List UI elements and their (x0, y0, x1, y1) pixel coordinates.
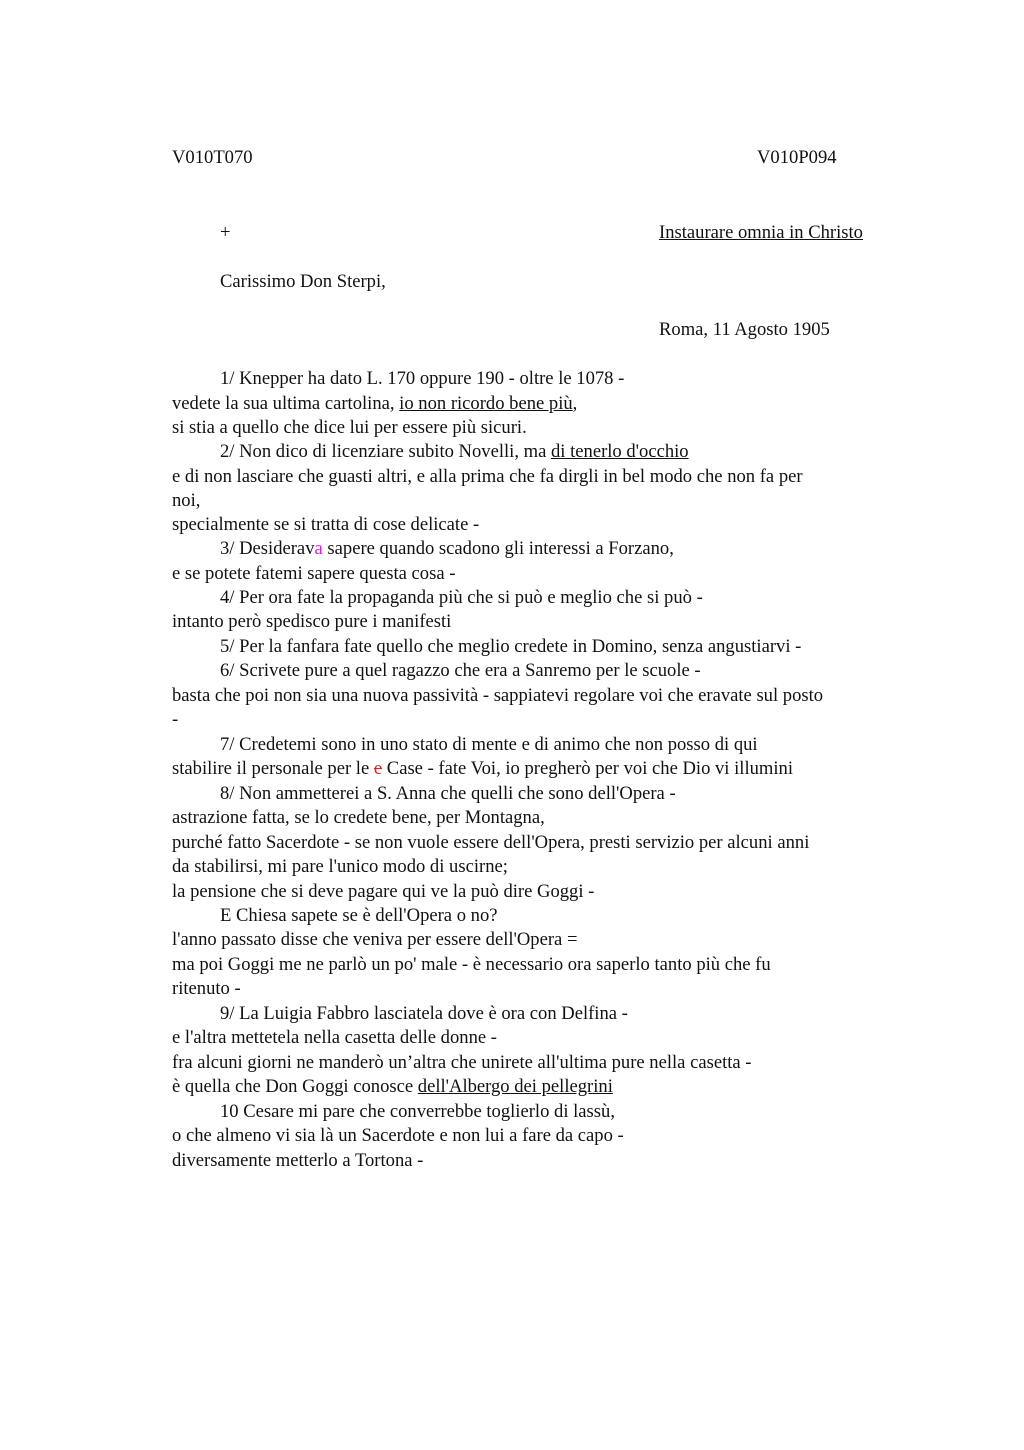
body-line: astrazione fatta, se lo credete bene, per Montagna, (172, 807, 545, 828)
body-line (172, 392, 577, 416)
body-line: e di non lasciare che guasti altri, e alla prima che fa dirgli in bel modo che non fa per (172, 466, 803, 487)
body-text: 3/ Desiderav (220, 538, 315, 559)
body-line (220, 537, 674, 561)
body-line: 8/ Non ammetterei a S. Anna che quelli che sono dell'Opera - (220, 783, 676, 804)
body-line: - (172, 709, 179, 730)
body-line: intanto però spedisco pure i manifesti (172, 611, 452, 632)
underlined-text: io non ricordo bene più (399, 393, 573, 414)
body-text: 2/ Non dico di licenziare subito Novelli, ma (220, 441, 551, 462)
body-line: e se potete fatemi sapere questa cosa - (172, 563, 456, 584)
body-line: e l'altra mettetela nella casetta delle donne - (172, 1027, 497, 1048)
body-line: purché fatto Sacerdote - se non vuole essere dell'Opera, presti servizio per alcuni anni (172, 832, 810, 853)
document-code-right: V010P094 (757, 147, 837, 168)
motto: Instaurare omnia in Christo (659, 222, 863, 243)
body-line: noi, (172, 490, 201, 511)
body-text: stabilire il personale per le (172, 758, 374, 779)
body-text: vedete la sua ultima cartolina, (172, 393, 400, 414)
body-line: 5/ Per la fanfara fate quello che meglio credete in Domino, senza angustiarvi - (220, 636, 802, 657)
body-line: da stabilirsi, mi pare l'unico modo di uscirne; (172, 856, 508, 877)
cross-symbol: + (220, 222, 231, 243)
body-line (172, 757, 793, 781)
underlined-text: dell'Albergo dei pellegrini (417, 1076, 613, 1097)
inserted-letter: a (314, 538, 323, 559)
body-line: 6/ Scrivete pure a quel ragazzo che era a Sanremo per le scuole - (220, 660, 701, 681)
body-line: E Chiesa sapete se è dell'Opera o no? (220, 905, 498, 926)
document-code-left: V010T070 (172, 147, 253, 168)
body-text: è quella che Don Goggi conosce (172, 1076, 418, 1097)
body-line: la pensione che si deve pagare qui ve la può dire Goggi - (172, 881, 595, 902)
body-line: ma poi Goggi me ne parlò un po' male - è necessario ora saperlo tanto più che fu (172, 954, 771, 975)
salutation: Carissimo Don Sterpi, (220, 271, 386, 292)
body-line: 1/ Knepper ha dato L. 170 oppure 190 - oltre le 1078 - (220, 368, 625, 389)
body-line: si stia a quello che dice lui per essere più sicuri. (172, 417, 527, 438)
body-line (220, 440, 689, 464)
body-line: specialmente se si tratta di cose delicate - (172, 514, 480, 535)
body-line (172, 1075, 613, 1099)
body-line: basta che poi non sia una nuova passività - sappiatevi regolare voi che eravate sul posto (172, 685, 824, 706)
body-line: 7/ Credetemi sono in uno stato di mente e di animo che non posso di qui (220, 734, 758, 755)
underlined-text: di tenerlo d'occhio (551, 441, 689, 462)
body-line: ritenuto - (172, 978, 241, 999)
body-text: sapere quando scadono gli interessi a Forzano, (322, 538, 674, 559)
body-line: l'anno passato disse che veniva per essere dell'Opera = (172, 929, 578, 950)
body-line: 9/ La Luigia Fabbro lasciatela dove è ora con Delfina - (220, 1003, 628, 1024)
body-text: , (572, 393, 578, 414)
body-line: diversamente metterlo a Tortona - (172, 1150, 424, 1171)
body-text: Case - fate Voi, io pregherò per voi che Dio vi illumini (382, 758, 794, 779)
letter-date: Roma, 11 Agosto 1905 (659, 319, 830, 340)
body-line: o che almeno vi sia là un Sacerdote e non lui a fare da capo - (172, 1125, 624, 1146)
body-line: 10 Cesare mi pare che converrebbe toglierlo di lassù, (220, 1101, 615, 1122)
body-line: 4/ Per ora fate la propaganda più che si può e meglio che si può - (220, 587, 703, 608)
struck-letter: e (373, 758, 383, 779)
body-line: fra alcuni giorni ne manderò un’altra che unirete all'ultima pure nella casetta - (172, 1052, 752, 1073)
